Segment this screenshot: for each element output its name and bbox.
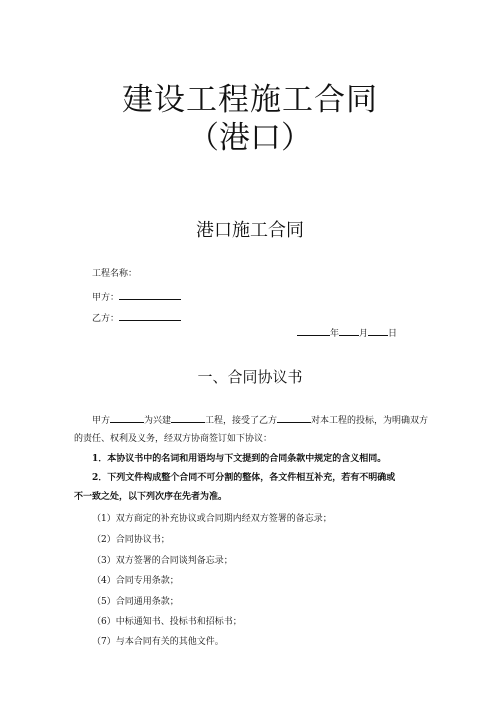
- section-title: 一、合同协议书: [197, 368, 303, 386]
- party-b-field: [92, 311, 181, 325]
- intro-blank-1: [110, 413, 144, 423]
- date-line: [297, 326, 397, 340]
- year-blank: [297, 326, 330, 336]
- project-name-label: 工程名称：: [92, 269, 138, 279]
- month-blank: [339, 326, 359, 336]
- main-title: 建设工程施工合同: [122, 82, 378, 118]
- party-b-label: 乙方：: [92, 314, 120, 324]
- intro-blank-2: [171, 413, 205, 423]
- month-label: 月: [359, 329, 369, 339]
- project-name-field: [92, 268, 137, 280]
- list-item-2: （2）合同协议书；: [92, 535, 170, 545]
- day-label: 日: [388, 329, 398, 339]
- intro-bid: 对本工程的投标，为明确双方: [311, 416, 429, 426]
- main-subtitle: （港口）: [188, 120, 312, 156]
- document-title: 港口施工合同: [196, 220, 304, 241]
- clause-2-line-2: 不一致之处，以下列次序在先者为准。: [74, 492, 228, 502]
- list-item-6: （6）中标通知书、投标书和招标书；: [92, 617, 242, 627]
- party-a-blank: [119, 290, 181, 300]
- list-item-4: （4）合同专用条款；: [92, 576, 179, 586]
- intro-accept: 工程，接受了乙方: [205, 416, 278, 426]
- intro-construct: 为兴建: [144, 416, 172, 426]
- party-a-field: [92, 290, 181, 304]
- intro-blank-3: [277, 413, 311, 423]
- party-a-label: 甲方：: [92, 293, 120, 303]
- clause-1: 1．本协议书中的名词和用语均与下文提到的合同条款中规定的含义相同。: [92, 454, 387, 464]
- intro-line-2: 的责任、权利及义务，经双方协商签订如下协议：: [74, 434, 273, 444]
- clause-2-line-1: 2．下列文件构成整个合同不可分割的整体，各文件相互补充，若有不明确或: [92, 473, 396, 483]
- list-item-5: （5）合同通用条款；: [92, 597, 179, 607]
- year-label: 年: [330, 329, 340, 339]
- intro-party-a: 甲方: [92, 416, 111, 426]
- list-item-3: （3）双方签署的合同谈判备忘录；: [92, 556, 233, 566]
- day-blank: [368, 326, 388, 336]
- party-b-blank: [119, 311, 181, 321]
- list-item-7: （7）与本合同有关的其他文件。: [92, 637, 224, 647]
- intro-line-1: [92, 413, 428, 427]
- list-item-1: （1）双方商定的补充协议或合同期内经双方签署的备忘录；: [92, 514, 332, 524]
